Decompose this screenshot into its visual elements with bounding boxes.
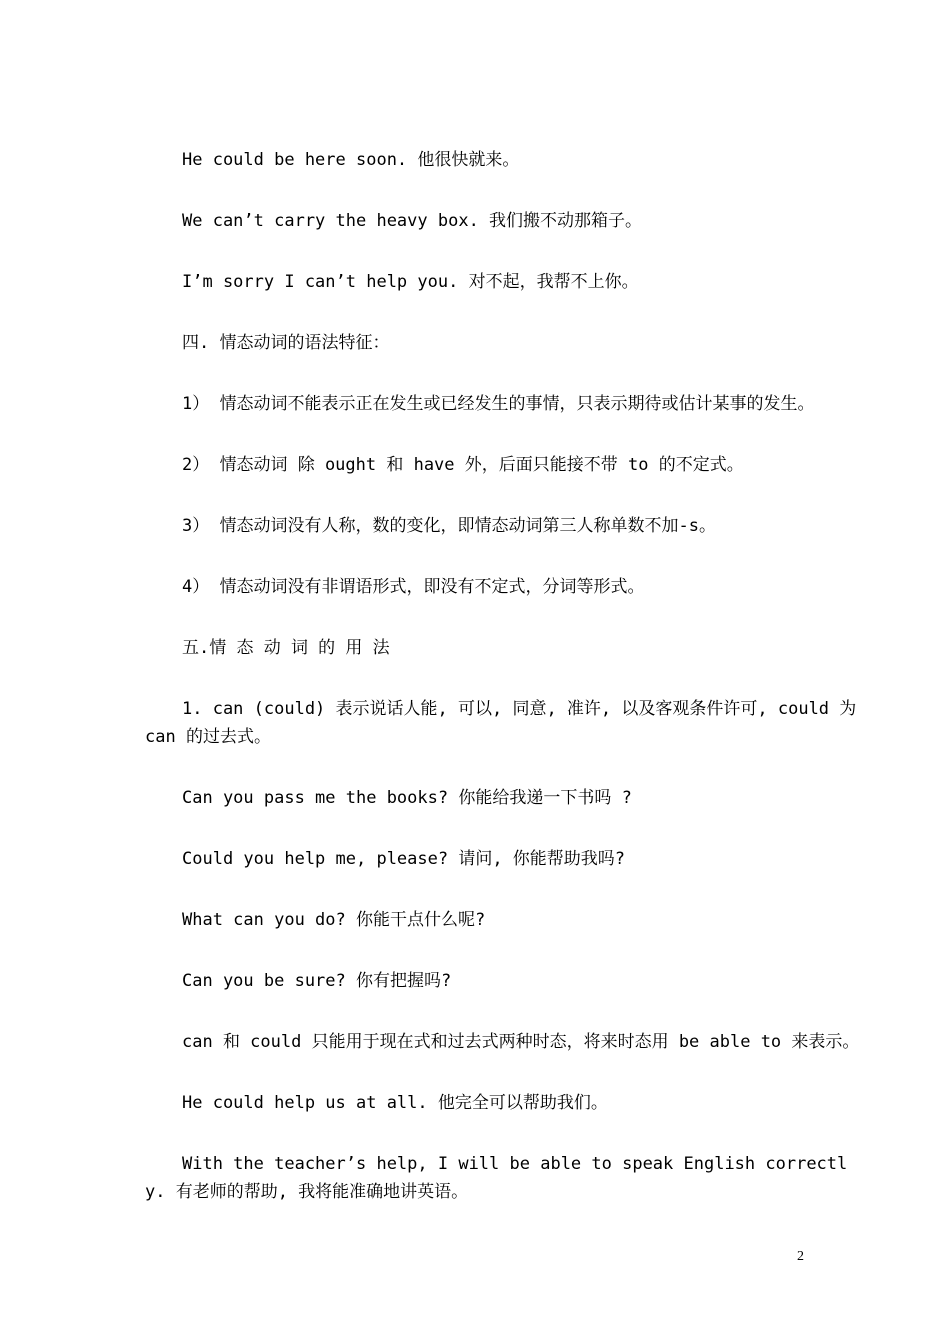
example-sentence: What can you do? 你能干点什么呢?	[182, 910, 486, 930]
list-item: 1） 情态动词不能表示正在发生或已经发生的事情，只表示期待或估计某事的发生。	[182, 394, 815, 414]
list-item: 2） 情态动词 除 ought 和 have 外，后面只能接不带 to 的不定式。	[182, 455, 744, 475]
section-heading: 五.情 态 动 词 的 用 法	[182, 638, 390, 658]
example-sentence: He could help us at all. 他完全可以帮助我们。	[182, 1093, 608, 1113]
document-body	[145, 146, 867, 1239]
list-item: 4） 情态动词没有非谓语形式，即没有不定式，分词等形式。	[182, 577, 645, 597]
list-item: 3） 情态动词没有人称，数的变化，即情态动词第三人称单数不加-s。	[182, 516, 716, 536]
page-number: 2	[797, 1249, 804, 1264]
example-sentence: Can you be sure? 你有把握吗?	[182, 971, 452, 991]
paragraph: can 和 could 只能用于现在式和过去式两种时态，将来时态用 be able to 来表示。	[182, 1032, 860, 1052]
paragraph: He could be here soon. 他很快就来。	[182, 150, 520, 170]
example-sentence: Could you help me, please? 请问, 你能帮助我吗?	[182, 849, 626, 869]
paragraph: I’m sorry I can’t help you. 对不起，我帮不上你。	[182, 272, 639, 292]
example-sentence: Can you pass me the books? 你能给我递一下书吗 ?	[182, 788, 632, 808]
example-sentence: With the teacher’s help, I will be able to speak English correctly. 有老师的帮助, 我将能准确地讲英语。	[145, 1154, 848, 1202]
paragraph: We can’t carry the heavy box. 我们搬不动那箱子。	[182, 211, 643, 231]
section-heading: 四. 情态动词的语法特征：	[182, 333, 390, 353]
paragraph: 1. can (could) 表示说话人能, 可以, 同意, 准许, 以及客观条件许可, could 为 can 的过去式。	[145, 699, 867, 747]
